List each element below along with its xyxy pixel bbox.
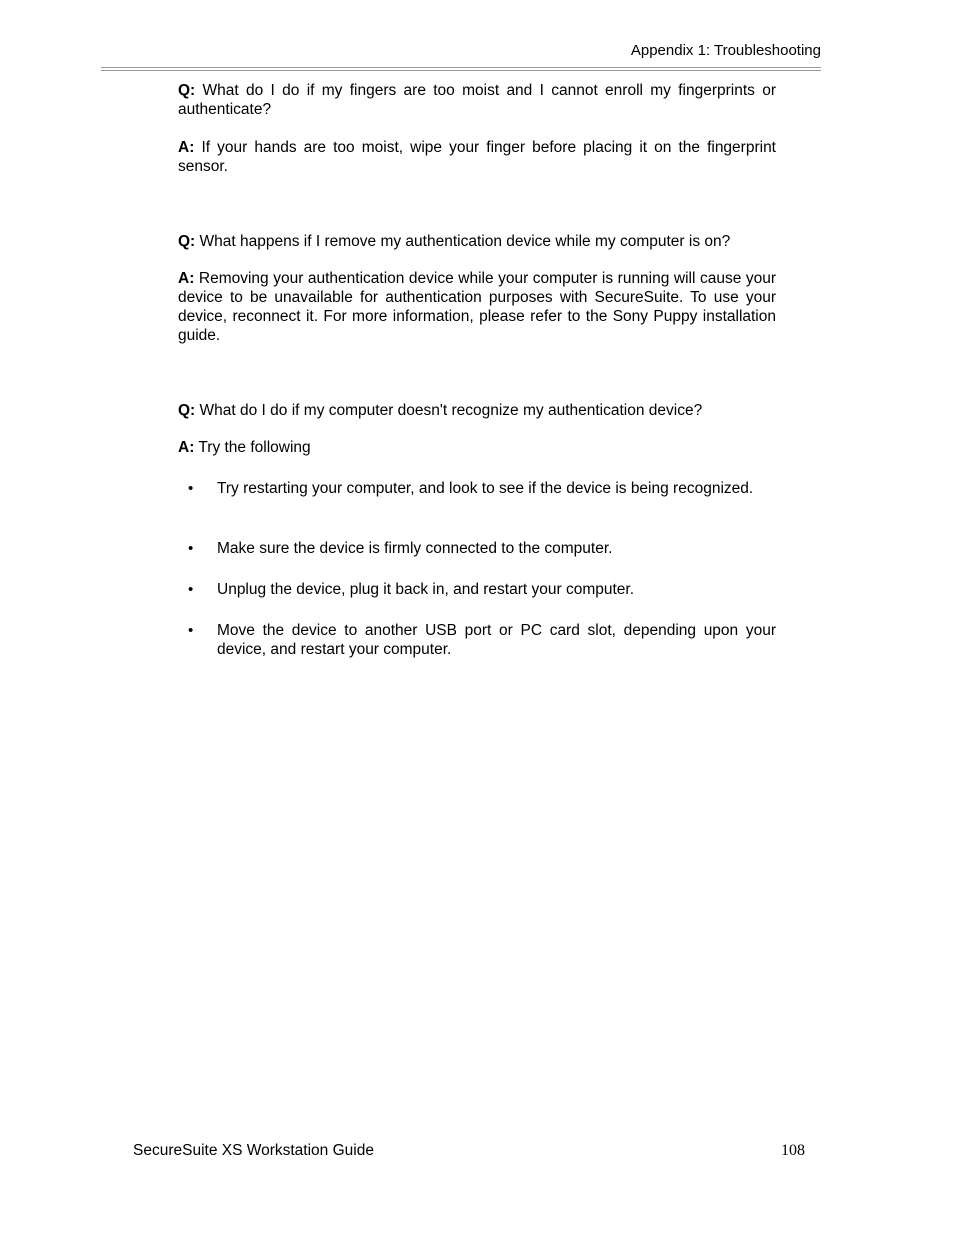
answer-label: A: — [178, 270, 195, 287]
question-text: What do I do if my fingers are too moist and I cannot enroll my fingerprints or authenticate? — [178, 82, 776, 118]
answer-text: Removing your authentication device while your computer is running will cause your device to be unavailable for authentication purposes with SecureSuite. To use your device, reconnect it. For more information, please refer to the Sony Puppy installation guide. — [178, 270, 776, 344]
answer-text: If your hands are too moist, wipe your finger before placing it on the fingerprint sensor. — [178, 139, 776, 175]
running-header: Appendix 1: Troubleshooting — [630, 42, 821, 59]
question-2 — [178, 232, 776, 251]
question-1 — [178, 81, 776, 119]
bullet-icon: • — [188, 622, 194, 639]
header-divider — [101, 67, 821, 71]
bullet-icon: • — [188, 540, 194, 557]
footer-guide-title: SecureSuite XS Workstation Guide — [133, 1142, 374, 1159]
answer-2 — [178, 269, 776, 345]
question-text: What do I do if my computer doesn't recognize my authentication device? — [199, 402, 703, 419]
answer-text: Try the following — [198, 439, 311, 456]
question-label: Q: — [178, 233, 196, 250]
bullet-icon: • — [188, 480, 194, 497]
question-label: Q: — [178, 82, 196, 99]
question-text: What happens if I remove my authentication device while my computer is on? — [199, 233, 731, 250]
page-number: 108 — [781, 1142, 805, 1159]
bullet-icon: • — [188, 581, 194, 598]
list-item-text: Move the device to another USB port or PC card slot, depending upon your device, and restart your computer. — [217, 622, 776, 658]
question-3 — [178, 401, 776, 420]
answer-3 — [178, 438, 776, 457]
list-item-text: Unplug the device, plug it back in, and restart your computer. — [217, 581, 635, 598]
list-item-text: Try restarting your computer, and look to see if the device is being recognized. — [217, 480, 754, 497]
list-item-text: Make sure the device is firmly connected to the computer. — [217, 540, 613, 557]
answer-label: A: — [178, 139, 195, 156]
question-label: Q: — [178, 402, 196, 419]
answer-1 — [178, 138, 776, 176]
answer-label: A: — [178, 439, 195, 456]
